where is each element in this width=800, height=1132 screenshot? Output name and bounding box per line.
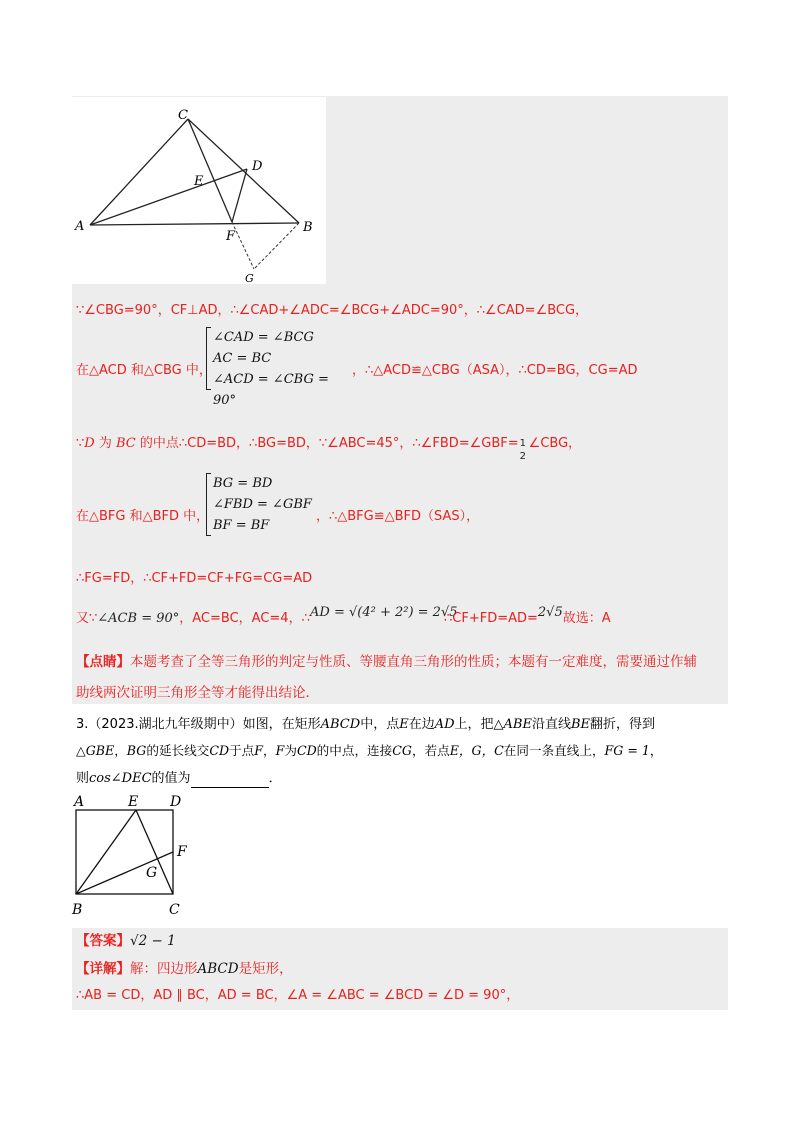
text-connect: 的中点，连接 — [316, 743, 393, 758]
comment-line-2: 助线两次证明三角形全等才能得出结论． — [76, 685, 319, 701]
system-1-row-2: AC = BC — [213, 351, 272, 366]
question-3-line-3 — [76, 770, 282, 788]
triangle-gbe: GBE — [85, 743, 115, 758]
label-d: D — [252, 159, 263, 174]
comma-2: ， — [263, 743, 276, 758]
question-3-line-2 — [76, 742, 663, 760]
segment-bc: BC — [115, 436, 136, 451]
text-value-is: 的值为 — [151, 771, 191, 786]
q3-intro: 3.（2023.湖北九年级期中）如图，在矩形 — [76, 717, 321, 732]
text-collinear: 在同一条直线上， — [503, 743, 605, 758]
answer-tag: 【答案】 — [76, 933, 130, 949]
line-be: BE — [570, 717, 591, 732]
detail-last-line: ∴AB = CD，AD ∥ BC，AD = BC，∠A = ∠ABC = ∠BCD = ∠D = 90°， — [76, 988, 520, 1003]
fig2-label-e: E — [128, 794, 139, 810]
segment-cd-2: CD — [296, 743, 317, 758]
half-numerator: 1 — [519, 438, 527, 449]
choose-a: 故选：A — [562, 611, 611, 626]
segment-bg: BG — [126, 743, 147, 758]
side-ad: AD — [434, 717, 455, 732]
system-2-row-1: BG = BD — [213, 476, 273, 491]
detail-tag: 【详解】 — [76, 961, 130, 977]
label-b: B — [303, 220, 313, 235]
detail-line — [76, 960, 293, 978]
cos-dec: cos∠DEC — [89, 771, 152, 786]
rect-abcd: ABCD — [320, 717, 361, 732]
label-g: G — [245, 272, 254, 284]
solution-line-5: ∴FG=FD，∴CF+FD=CF+FG=CG=AD — [76, 571, 313, 586]
label-e: E — [194, 174, 204, 189]
fig2-label-b: B — [72, 902, 83, 918]
point-e: E — [399, 717, 409, 732]
detail-intro: 解：四边形 — [130, 961, 198, 977]
system-1 — [206, 327, 347, 408]
segment-cd: CD — [209, 743, 230, 758]
midpoint-text: 的中点∴CD=BD，∴BG=BD，∵∠ABC=45°，∴∠FBD=∠GBF= — [135, 436, 519, 451]
comment-tag: 【点睛】 — [76, 654, 130, 670]
because-symbol: ∵ — [76, 436, 85, 451]
q3-text-fold: 翻折，得到 — [590, 717, 656, 732]
solution-line-6-result — [444, 605, 611, 628]
comment-line-1 — [76, 653, 697, 671]
figure-2-svg — [66, 790, 196, 920]
figure-1-svg — [72, 97, 326, 284]
system-2-row-2: ∠FBD = ∠GBF — [213, 497, 312, 512]
q3-text-zaibian: 在边 — [408, 717, 435, 732]
q3-text-shang: 上，把△ — [454, 717, 504, 732]
solution-line-2-prefix: 在△ACD 和△CBG 中， — [76, 363, 212, 378]
text-then: 则 — [76, 771, 90, 786]
point-f: F — [254, 743, 263, 758]
label-a: A — [75, 219, 85, 234]
line-6-given: ，AC=BC，AC=4，∴ — [179, 611, 310, 626]
point-f-2: F — [275, 743, 285, 758]
system-1-row-1: ∠CAD = ∠BCG — [213, 330, 314, 345]
point-d: D — [84, 436, 95, 451]
line-6-you: 又∵ — [76, 611, 98, 626]
answer-value: √2 − 1 — [130, 933, 176, 949]
detail-rect: 是矩形， — [238, 961, 293, 977]
answer-line — [76, 932, 176, 950]
sum-equals: ∴CF+FD=AD= — [444, 611, 538, 626]
triangle-abe: ABE — [503, 717, 532, 732]
label-c: C — [178, 108, 188, 123]
q3-text-yan: 沿直线 — [531, 717, 571, 732]
fig2-label-a: A — [74, 794, 85, 810]
solution-line-6 — [76, 610, 310, 628]
fig2-label-g: G — [146, 865, 158, 881]
figure-2 — [66, 790, 196, 920]
text-at-point: 于点 — [229, 743, 255, 758]
figure-1 — [72, 97, 326, 284]
system-2-row-3: BF = BF — [213, 518, 270, 533]
two-root-five: 2√5 — [537, 605, 563, 620]
solution-line-4-prefix: 在△BFG 和△BFD 中， — [76, 509, 210, 524]
question-3-line-1 — [76, 716, 655, 734]
answer-blank[interactable] — [191, 773, 269, 788]
triangle-symbol: △ — [76, 743, 86, 758]
solution-line-4-suffix: ，∴△BFG≌△BFD（SAS）， — [316, 509, 480, 524]
fig2-label-f: F — [177, 844, 187, 860]
solution-line-3 — [76, 435, 582, 462]
points-egc: E，G，C — [449, 743, 504, 758]
solution-line-1: ∵∠CBG=90°，CF⊥AD，∴∠CAD+∠ADC=∠BCG+∠ADC=90°，∴∠CAD=∠BCG， — [76, 303, 589, 318]
q3-text-zhong: 中，点 — [360, 717, 400, 732]
comment-text-1: 本题考查了全等三角形的判定与性质、等腰直角三角形的性质；本题有一定难度，需要通过作辅 — [130, 654, 697, 670]
system-2 — [206, 473, 317, 536]
line-3-end: ∠CBG， — [528, 436, 582, 451]
fig2-label-d: D — [170, 794, 182, 810]
half-denominator: 2 — [519, 451, 527, 462]
label-f: F — [226, 229, 236, 244]
ad-formula: AD = √(4² + 2²) = 2√5 — [310, 605, 458, 620]
fig2-label-c: C — [169, 902, 180, 918]
solution-line-2-suffix: ，∴△ACD≌△CBG（ASA），∴CD=BG，CG=AD — [352, 363, 638, 378]
comma-3: ， — [649, 743, 663, 758]
segment-cg: CG — [392, 743, 412, 758]
detail-abcd: ABCD — [197, 961, 239, 977]
system-1-row-3: ∠ACD = ∠CBG = 90° — [213, 372, 329, 408]
text-wei: 为 — [94, 436, 116, 451]
angle-acb: ∠ACB = 90° — [97, 611, 180, 626]
fg-equals-1: FG = 1 — [604, 743, 650, 758]
text-if: ，若点 — [411, 743, 450, 758]
period: ． — [268, 771, 282, 786]
comma-1: ， — [114, 743, 127, 758]
text-extension: 的延长线交 — [146, 743, 210, 758]
text-is: 为 — [284, 743, 297, 758]
